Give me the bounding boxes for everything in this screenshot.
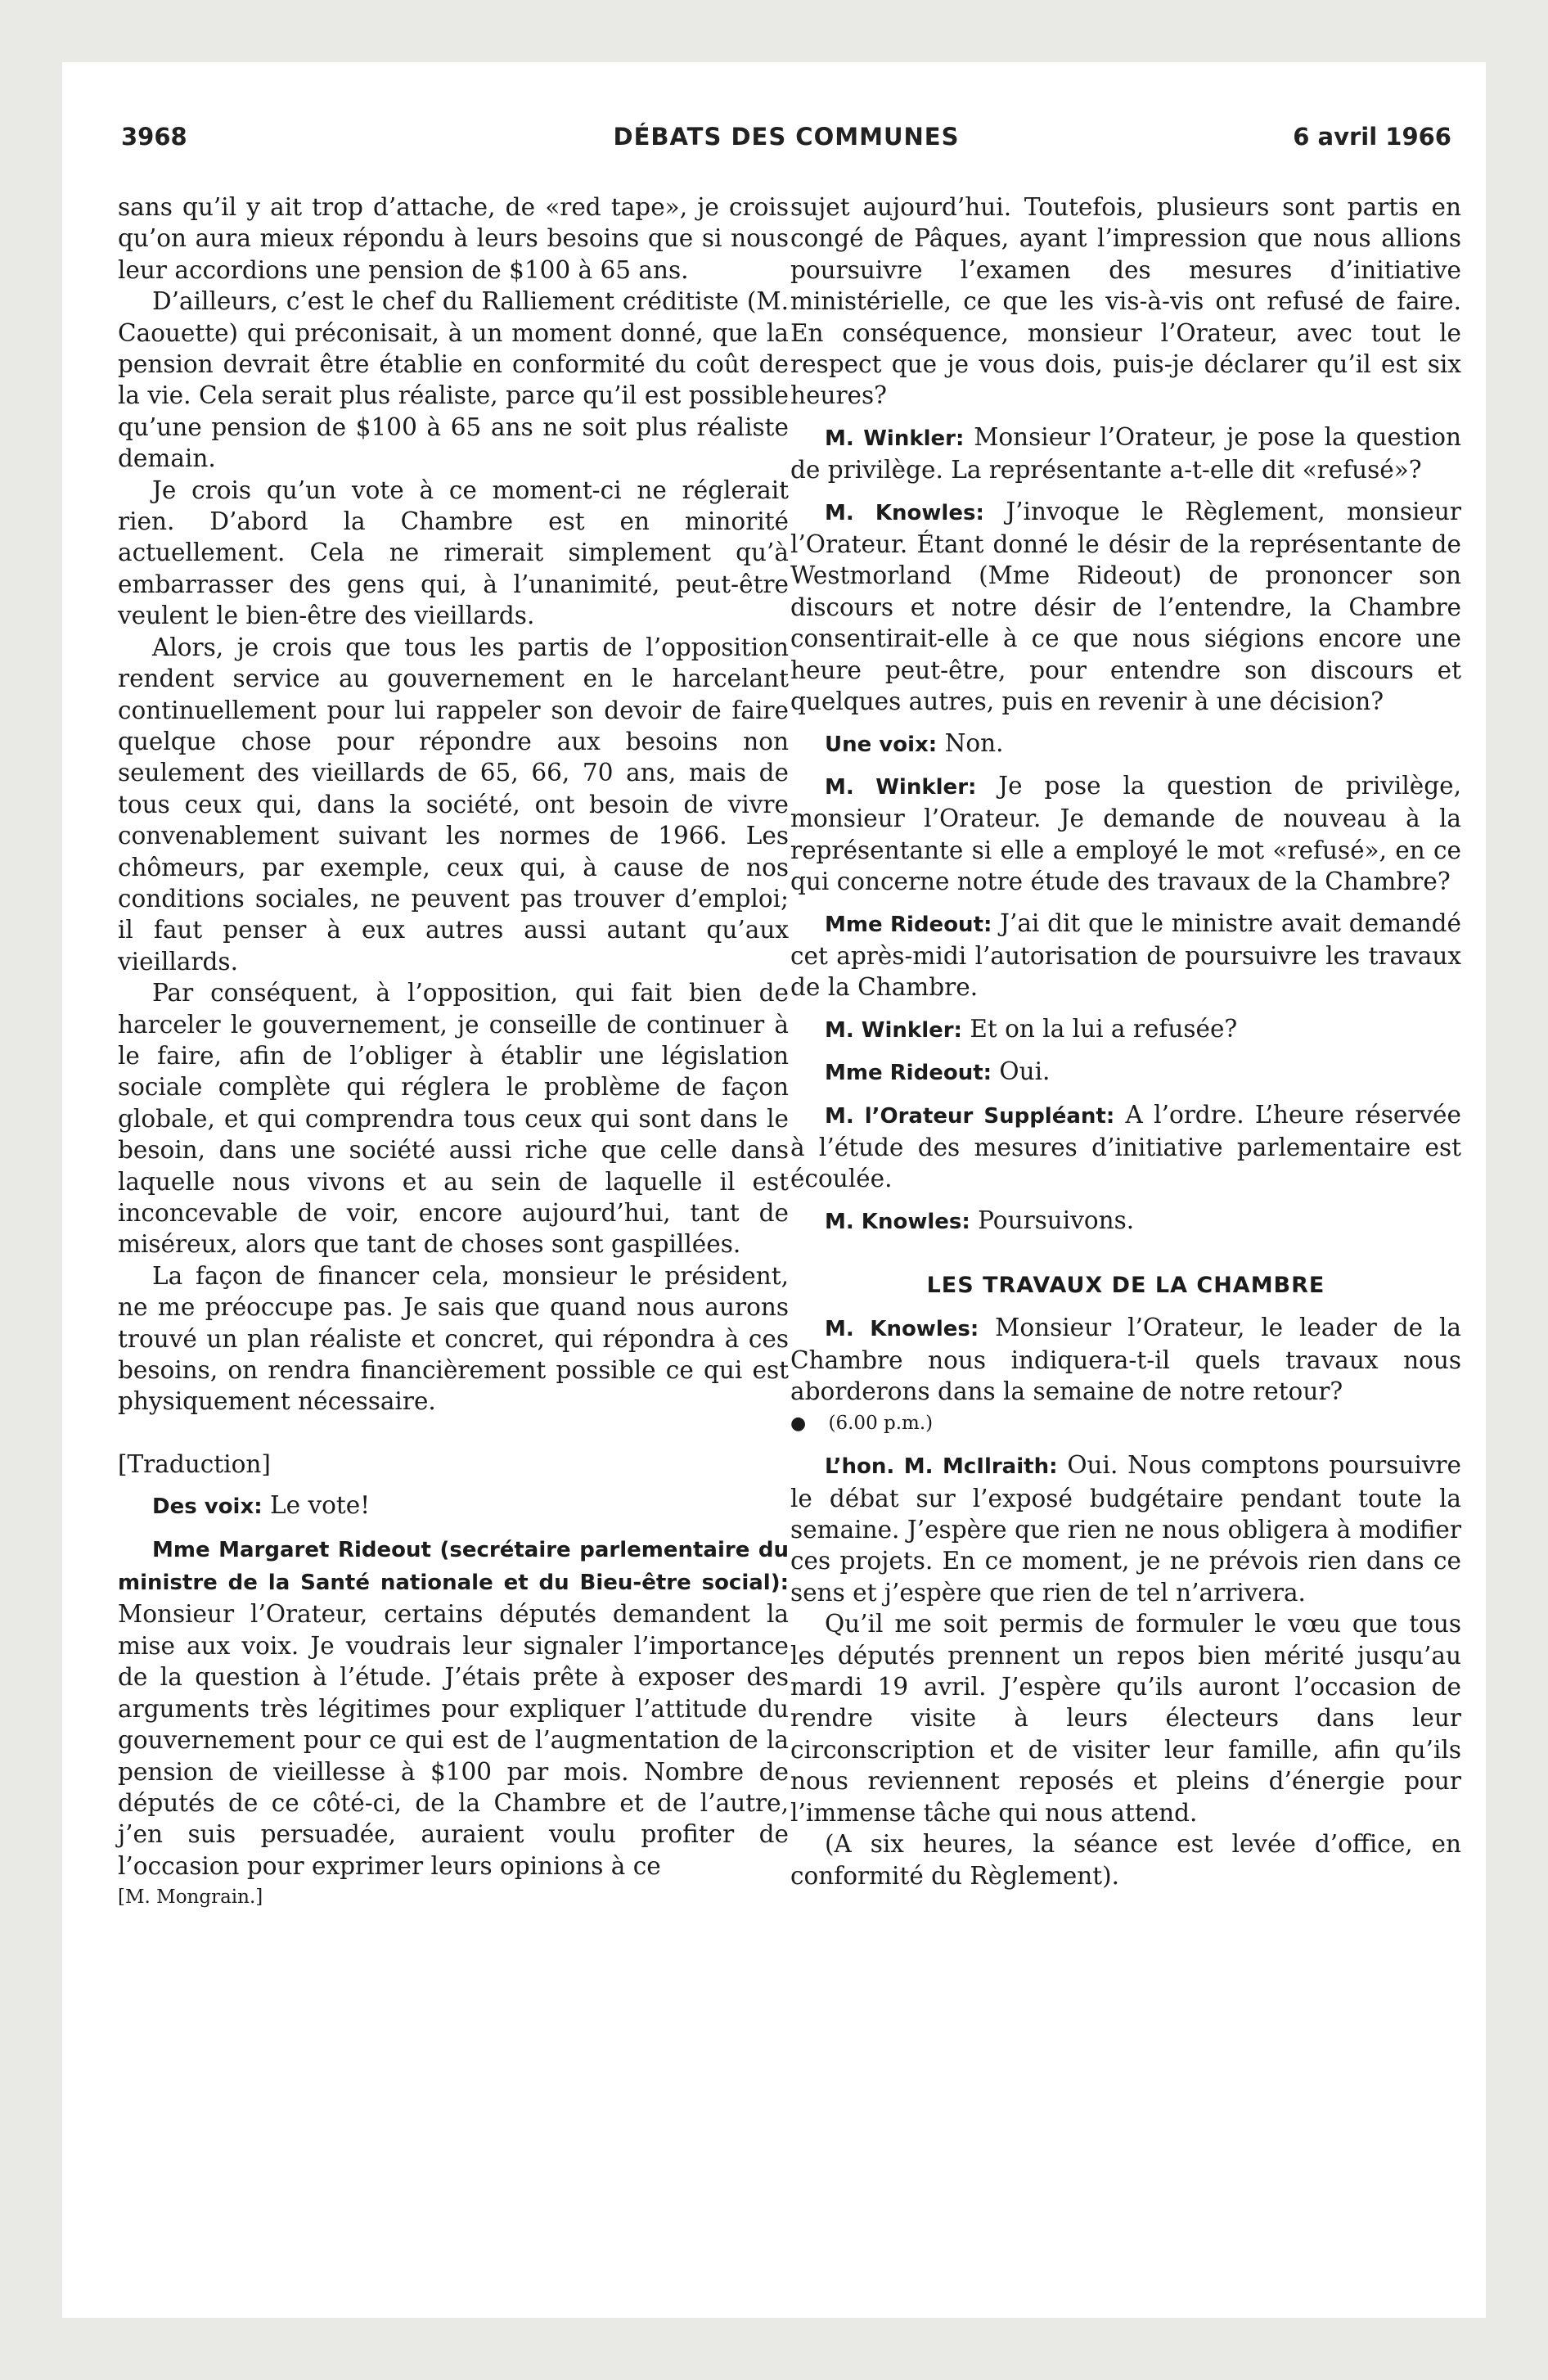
document-page xyxy=(62,62,1486,2318)
speaker-name: Mme Rideout: xyxy=(825,912,992,937)
speech xyxy=(790,1013,1461,1046)
page-header xyxy=(121,123,1451,172)
speech-text: Et on la lui a refusée? xyxy=(970,1014,1238,1043)
speech-text: Monsieur l’Orateur, le leader de la Chambre nous indiquera-t-il quels travaux nous aborderons dans la semaine de notre retour? xyxy=(790,1313,1461,1406)
speaker-name: M. Winkler: xyxy=(825,774,977,800)
speech xyxy=(790,1205,1461,1237)
speaker-name: M. Knowles: xyxy=(825,1209,970,1234)
speech-text: Le vote! xyxy=(270,1491,371,1520)
paragraph: Par conséquent, à l’opposition, qui fait bien de harceler le gouvernement, je conseille de continuer à le faire, afin de l’obliger à établir une législation sociale complète qui réglera le problème de façon globale, et qui comprendra tous ceux qui sont dans le besoin, dans une société aussi riche que celle dans laquelle nous vivons et au sein de laquelle il est inconcevable de voir, encore aujourd’hui, tant de miséreux, alors que tant de choses sont gaspillées. xyxy=(118,979,789,1259)
speech-text: Monsieur l’Orateur, je pose la question de privilège. La représentante a-t-elle dit «refusé»? xyxy=(790,422,1461,485)
page-date: 6 avril 1966 xyxy=(1293,123,1451,151)
speaker-name: Une voix: xyxy=(825,732,938,757)
speech-text: A l’ordre. L’heure réservée à l’étude des mesures d’initiative parlementaire est écoulée. xyxy=(790,1100,1461,1193)
paragraph: Je crois qu’un vote à ce moment-ci ne réglerait rien. D’abord la Chambre est en minorité actuellement. Cela ne rimerait simplement qu’à embarrasser des gens qui, à l’unanimité, peut-être veulent le bien-être des vieillards. xyxy=(118,476,789,630)
translation-note: [Traduction] xyxy=(118,1449,271,1478)
speech-text: Non. xyxy=(944,728,1004,757)
speech xyxy=(790,496,1461,718)
paragraph: sujet aujourd’hui. Toutefois, plusieurs sont partis en congé de Pâques, ayant l’impression que nous allions poursuivre l’examen des mesures d’initiative ministérielle, ce que les vis-à-vis ont refusé de faire. En conséquence, monsieur l’Orateur, avec tout le respect que je vous dois, puis-je déclarer qu’il est six heures? xyxy=(790,193,1461,410)
speech xyxy=(790,728,1461,760)
speech-text: Monsieur l’Orateur, certains députés demandent la mise aux voix. Je voudrais leur signaler l’importance de la question à l’étude. J’étais prête à exposer des arguments très légitimes pour expliquer l’attitude du gouvernement pour ce qui est de l’augmentation de la pension de vieillesse à $100 par mois. Nombre de députés de ce côté-ci, de la Chambre et de l’autre, j’en suis persuadée, auraient voulu profiter de l’occasion pour exprimer leurs opinions à ce xyxy=(118,1600,789,1880)
speaker-name: M. Knowles: xyxy=(825,500,984,525)
speaker-name: M. l’Orateur Suppléant: xyxy=(825,1103,1115,1129)
speech-text: Oui. xyxy=(999,1057,1051,1086)
speech-text: J’invoque le Règlement, monsieur l’Orateur. Étant donné le désir de la représentante de Westmorland (Mme Rideout) de prononcer son discours et notre désir de l’entendre, la Chambre consentirait-elle à ce que nous siégions encore une heure peut-être, pour entendre son discours et quelques autres, puis en revenir à une décision? xyxy=(790,497,1461,716)
closing-note: (A six heures, la séance est levée d’office, en conformité du Règlement). xyxy=(790,1830,1461,1890)
speech xyxy=(118,1533,789,1882)
speech xyxy=(790,908,1461,1003)
time-marker xyxy=(790,1408,1461,1440)
paragraph: La façon de financer cela, monsieur le président, ne me préoccupe pas. Je sais que quand nous aurons trouvé un plan réaliste et concret, qui répondra à ces besoins, on rendra financièrement possible ce qui est physiquement nécessaire. xyxy=(118,1261,789,1416)
speaker-name: M. Winkler: xyxy=(825,1017,962,1043)
speaker-name: M. Knowles: xyxy=(825,1316,979,1341)
speech-text: Oui. Nous comptons poursuivre le débat sur l’exposé budgétaire pendant toute la semaine. J’espère que rien ne nous obligera à modifier ces projets. En ce moment, je ne prévois rien dans ce sens et j’espère que rien de tel n’arrivera. xyxy=(790,1451,1461,1607)
paragraph: Alors, je crois que tous les partis de l’opposition rendent service au gouvernement en le harcelant continuellement pour lui rappeler son devoir de faire quelque chose pour répondre aux besoins non seulement des vieillards de 65, 66, 70 ans, mais de tous ceux qui, dans la société, ont besoin de vivre convenablement suivant les normes de 1966. Les chômeurs, par exemple, ceux qui, à cause de nos conditions sociales, ne peuvent pas trouver d’emploi; il faut penser à eux autres aussi autant qu’aux vieillards. xyxy=(118,633,789,976)
speech xyxy=(790,770,1461,898)
speech xyxy=(790,1312,1461,1408)
publication-title: DÉBATS DES COMMUNES xyxy=(613,123,960,151)
speaker-name: M. Winkler: xyxy=(825,426,965,451)
speaker-name: L’hon. M. McIlraith: xyxy=(825,1454,1058,1480)
paragraph: sans qu’il y ait trop d’attache, de «red tape», je crois qu’on aura mieux répondu à leurs besoins que si nous leur accordions une pension de $100 à 65 ans. xyxy=(118,193,789,284)
left-column xyxy=(118,192,789,1913)
speaker-name: Des voix: xyxy=(152,1494,263,1520)
speaker-name: Mme Margaret Rideout (secrétaire parlementaire du ministre de la Santé nationale et du Bieu-être social): xyxy=(118,1537,789,1596)
page-number: 3968 xyxy=(121,123,187,151)
speech xyxy=(790,421,1461,486)
time-text: (6.00 p.m.) xyxy=(828,1412,934,1434)
speaker-name: Mme Rideout: xyxy=(825,1061,992,1086)
speech-text: Poursuivons. xyxy=(978,1206,1135,1234)
section-heading: LES TRAVAUX DE LA CHAMBRE xyxy=(926,1273,1325,1299)
speaker-signature: [M. Mongrain.] xyxy=(118,1886,263,1909)
right-column xyxy=(790,192,1461,1891)
bullet-icon: ● xyxy=(790,1413,807,1434)
speech-text: J’ai dit que le ministre avait demandé cet après-midi l’autorisation de poursuivre les travaux de la Chambre. xyxy=(790,908,1461,1002)
paragraph: D’ailleurs, c’est le chef du Ralliement créditiste (M. Caouette) qui préconisait, à un moment donné, que la pension devrait être établie en conformité du coût de la vie. Cela serait plus réaliste, parce qu’il est possible qu’une pension de $100 à 65 ans ne soit plus réaliste demain. xyxy=(118,287,789,473)
speech-text: Je pose la question de privilège, monsieur l’Orateur. Je demande de nouveau à la représentante si elle a employé le mot «refusé», en ce qui concerne notre étude des travaux de la Chambre? xyxy=(790,771,1461,896)
paragraph: Qu’il me soit permis de formuler le vœu que tous les députés prennent un repos bien mérité jusqu’au mardi 19 avril. J’espère qu’ils auront l’occasion de rendre visite à leurs électeurs dans leur circonscription et de visiter leur famille, afin qu’ils nous reviennent reposés et pleins d’énergie pour l’immense tâche qui nous attend. xyxy=(790,1610,1461,1827)
speech xyxy=(790,1449,1461,1608)
speech xyxy=(118,1490,789,1522)
speech xyxy=(790,1056,1461,1089)
speech xyxy=(790,1099,1461,1195)
